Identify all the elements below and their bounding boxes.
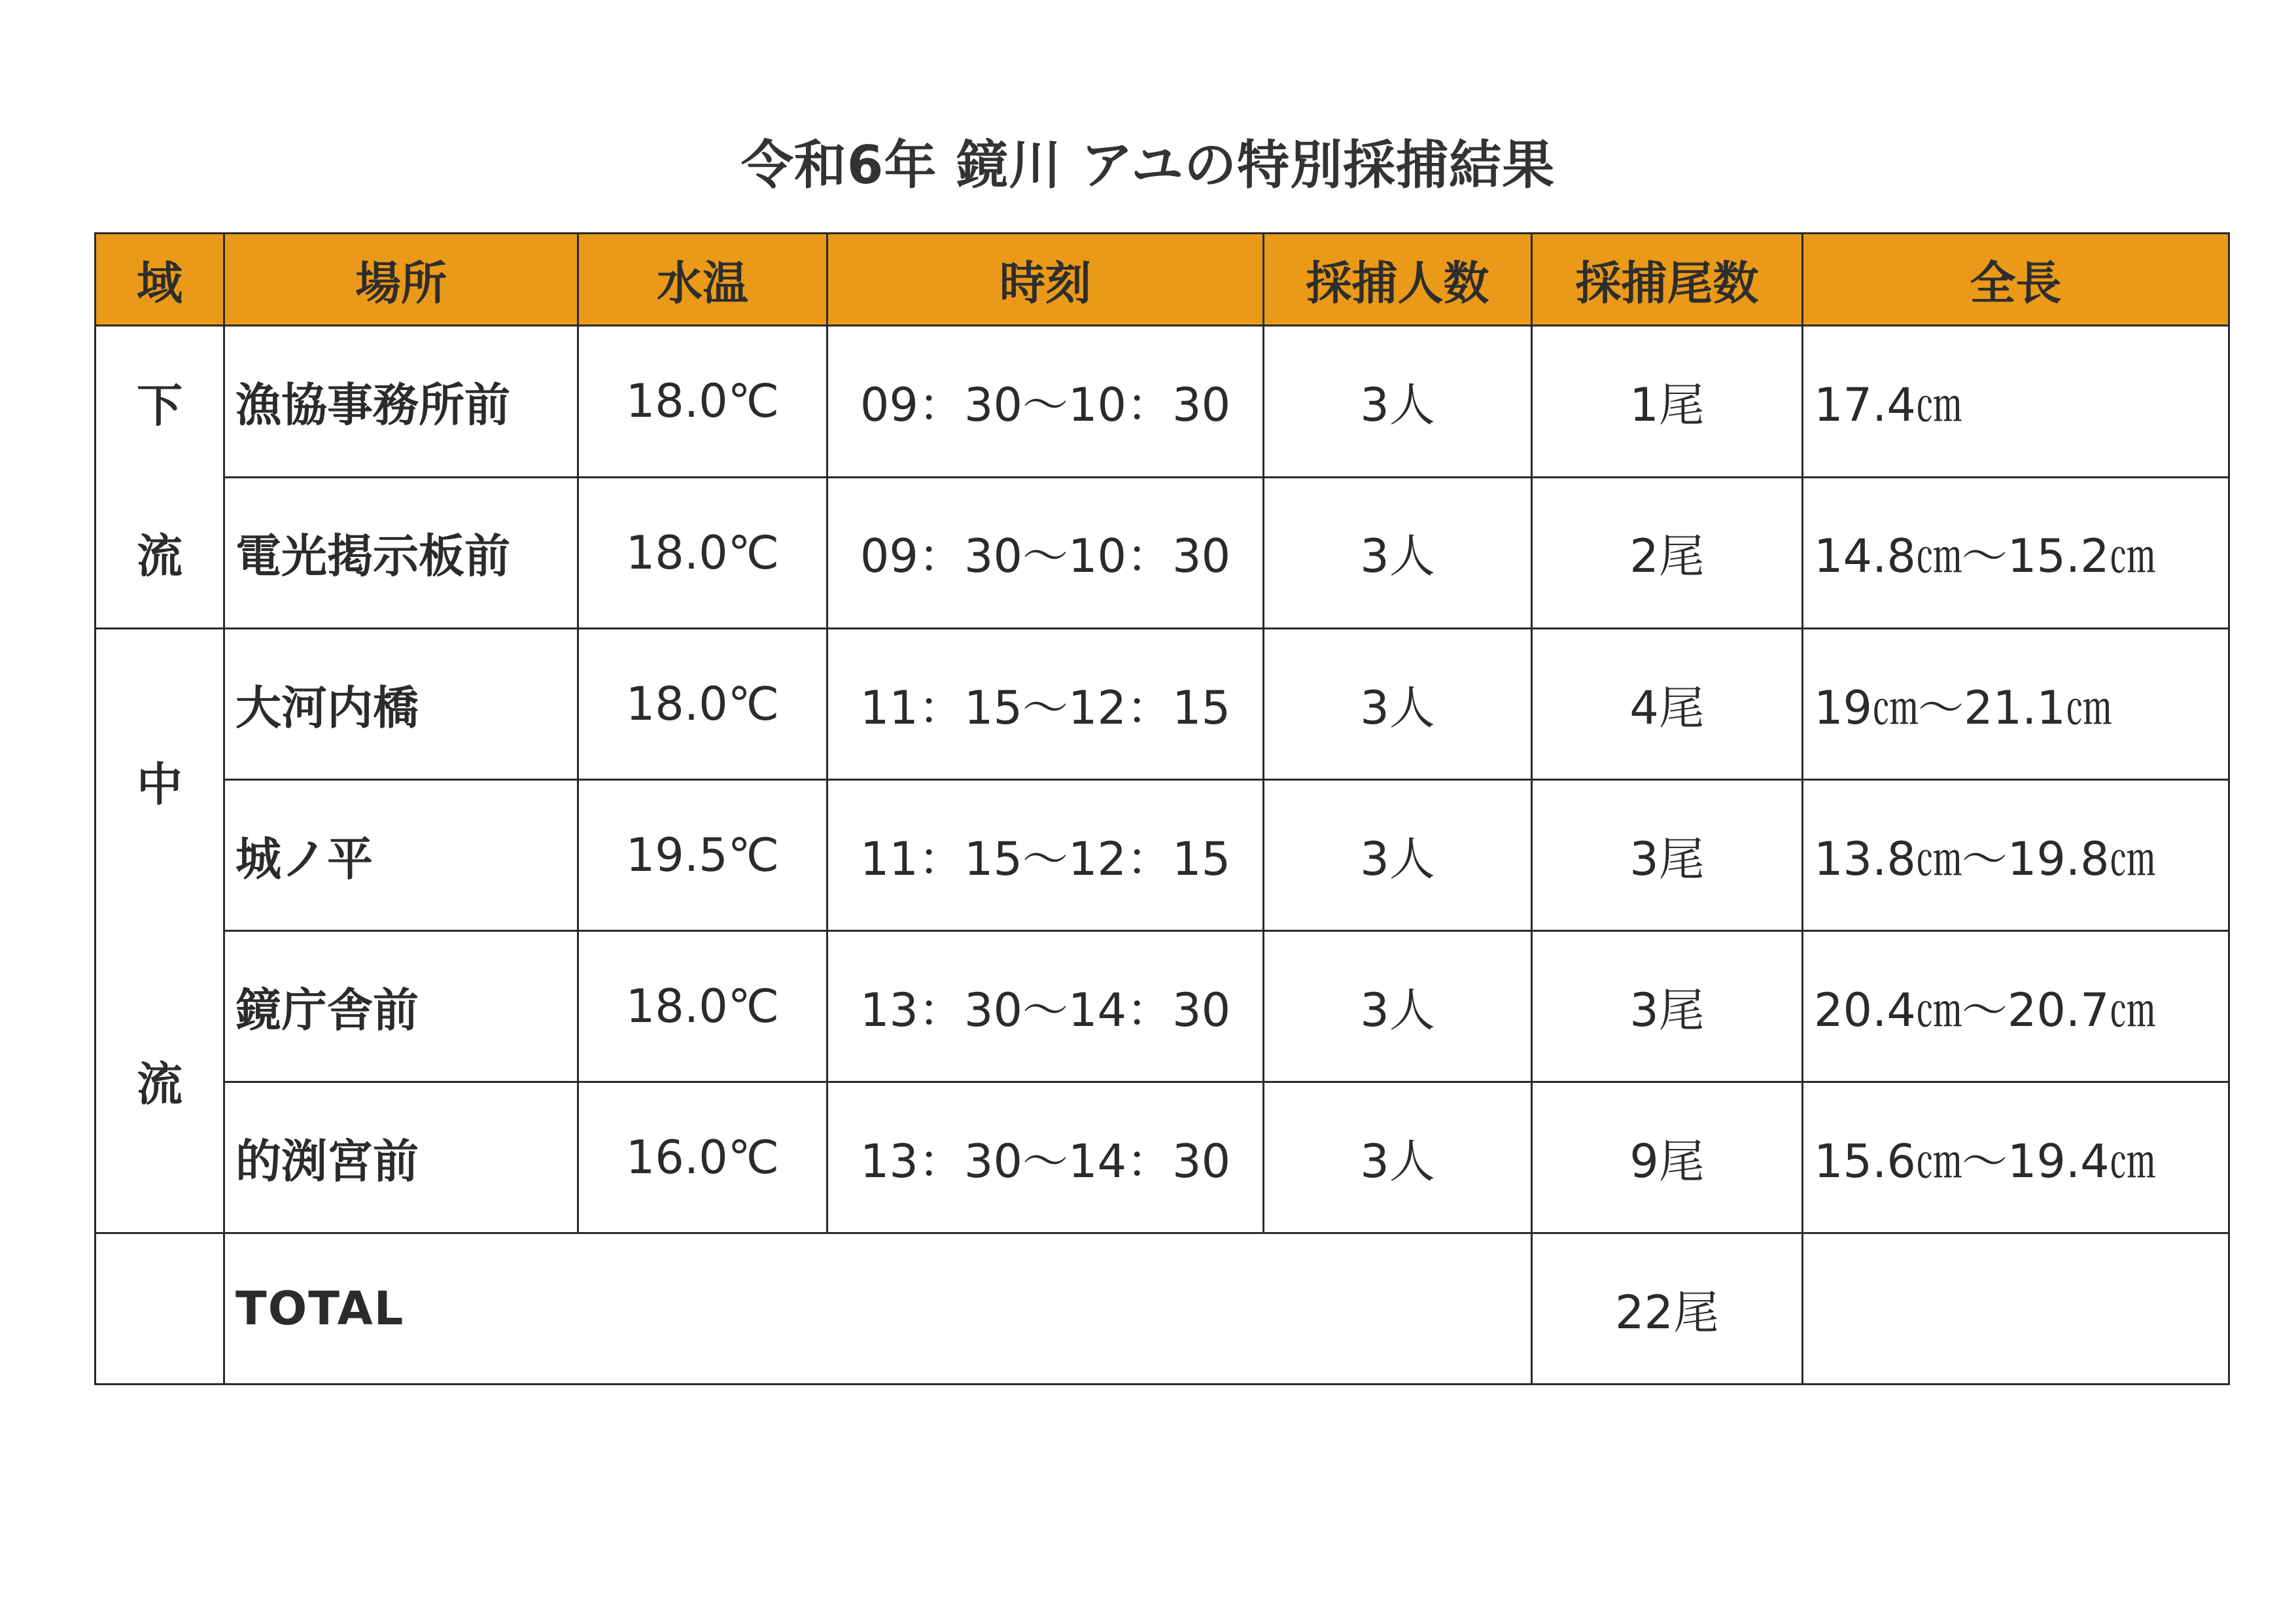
- total-row: [96, 1233, 2229, 1385]
- cell-place: 鏡庁舎前: [224, 931, 578, 1082]
- cell-length: 19㎝～21.1㎝: [1803, 629, 2229, 780]
- cell-count: 1尾: [1532, 326, 1803, 478]
- cell-time: 13：30～14：30: [827, 931, 1264, 1082]
- cell-place: 大河内橋: [224, 629, 578, 780]
- cell-count: 2尾: [1532, 477, 1803, 629]
- region-char: 下: [137, 378, 183, 432]
- cell-water-temp: 18.0℃: [578, 477, 827, 629]
- header-water-temp: 水温: [578, 234, 827, 326]
- table-row: [96, 780, 2229, 931]
- cell-time: 13：30～14：30: [827, 1082, 1264, 1233]
- region-char: 中: [137, 758, 183, 811]
- region-char: 流: [137, 1057, 183, 1111]
- total-length-empty: [1803, 1233, 2229, 1385]
- table-row: [96, 477, 2229, 629]
- cell-place: 城ノ平: [224, 780, 578, 931]
- table-row: [96, 629, 2229, 780]
- cell-water-temp: 18.0℃: [578, 326, 827, 478]
- cell-time: 09：30～10：30: [827, 326, 1264, 478]
- table-row: [96, 326, 2229, 478]
- cell-count: 3尾: [1532, 931, 1803, 1082]
- cell-water-temp: 18.0℃: [578, 629, 827, 780]
- cell-place: 漁協事務所前: [224, 326, 578, 478]
- cell-water-temp: 16.0℃: [578, 1082, 827, 1233]
- cell-people: 3人: [1264, 326, 1532, 478]
- document-title: 令和6年 鏡川 アユの特別採捕結果: [740, 135, 1556, 196]
- total-region-empty: [96, 1233, 224, 1385]
- cell-people: 3人: [1264, 780, 1532, 931]
- region-downstream: [96, 326, 224, 629]
- cell-water-temp: 19.5℃: [578, 780, 827, 931]
- header-row: [96, 234, 2229, 326]
- cell-water-temp: 18.0℃: [578, 931, 827, 1082]
- cell-place: 的渕宮前: [224, 1082, 578, 1233]
- region-midstream: [96, 629, 224, 1233]
- total-count: 22尾: [1532, 1233, 1803, 1385]
- table-row: [96, 1082, 2229, 1233]
- cell-count: 3尾: [1532, 780, 1803, 931]
- region-char: 流: [137, 529, 183, 583]
- header-place: 場所: [224, 234, 578, 326]
- cell-length: 14.8㎝～15.2㎝: [1803, 477, 2229, 629]
- cell-people: 3人: [1264, 629, 1532, 780]
- cell-place: 電光掲示板前: [224, 477, 578, 629]
- cell-length: 15.6㎝～19.4㎝: [1803, 1082, 2229, 1233]
- header-count: 採捕尾数: [1532, 234, 1803, 326]
- table-row: [96, 931, 2229, 1082]
- cell-people: 3人: [1264, 477, 1532, 629]
- cell-count: 4尾: [1532, 629, 1803, 780]
- cell-time: 09：30～10：30: [827, 477, 1264, 629]
- cell-time: 11：15～12：15: [827, 780, 1264, 931]
- total-label: TOTAL: [224, 1233, 1532, 1385]
- results-table: [94, 232, 2230, 1385]
- header-people: 採捕人数: [1264, 234, 1532, 326]
- cell-count: 9尾: [1532, 1082, 1803, 1233]
- cell-people: 3人: [1264, 1082, 1532, 1233]
- header-length: 全長: [1803, 234, 2229, 326]
- cell-length: 13.8㎝～19.8㎝: [1803, 780, 2229, 931]
- cell-time: 11：15～12：15: [827, 629, 1264, 780]
- header-time: 時刻: [827, 234, 1264, 326]
- cell-people: 3人: [1264, 931, 1532, 1082]
- header-region: 域: [96, 234, 224, 326]
- cell-length: 20.4㎝～20.7㎝: [1803, 931, 2229, 1082]
- cell-length: 17.4㎝: [1803, 326, 2229, 478]
